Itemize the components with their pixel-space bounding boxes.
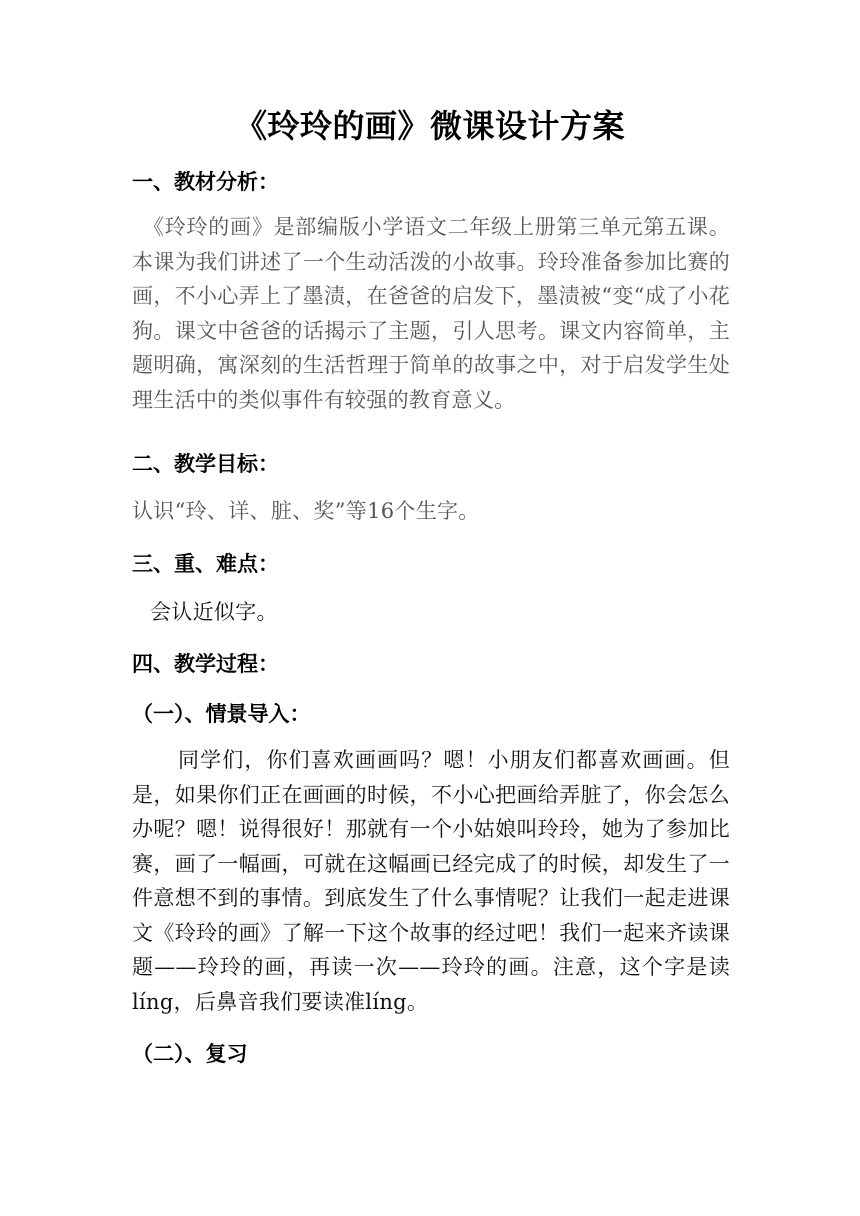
section-heading-key-points: 三、重、难点： (132, 552, 279, 576)
section-heading-goals: 二、教学目标： (132, 452, 279, 476)
subsection-text-intro: 同学们，你们喜欢画画吗？嗯！小朋友们都喜欢画画。但是，如果你们正在画画的时候，不小心把画给弄脏了，你会怎么办呢？嗯！说得很好！那就有一个小姑娘叫玲玲，她为了参加比赛，画了一幅画，可就在这幅画已经完成了的时候，却发生了一件意想不到的事情。到底发生了什么事情呢？让我们一起走进课文《玲玲的画》了解一下这个故事的经过吧！我们一起来齐读课题——玲玲的画，再读一次——玲玲的画。注意，这个字是读líng，后鼻音我们要读准líng。 (132, 748, 730, 1014)
document-title: 《玲玲的画》微课设计方案 (234, 107, 625, 145)
section-text-key-points: 会认近似字。 (150, 600, 278, 624)
section-heading-analysis: 一、教材分析： (132, 170, 279, 194)
section-heading-process: 四、教学过程： (132, 652, 279, 676)
section-text-goals: 认识“玲、详、脏、奖”等16个生字。 (132, 499, 480, 523)
subsection-heading-intro: （一）、情景导入： (132, 702, 311, 726)
section-text-analysis: 《玲玲的画》是部编版小学语文二年级上册第三单元第五课。本课为我们讲述了一个生动活泼的小故事。玲玲准备参加比赛的画，不小心弄上了墨渍，在爸爸的启发下，墨渍被“变“成了小花狗。课文中爸爸的话揭示了主题，引人思考。课文内容简单，主题明确，寓深刻的生活哲理于简单的故事之中，对于启发学生处理生活中的类似事件有较强的教育意义。 (132, 215, 730, 412)
subsection-heading-review: （二）、复习 (132, 1042, 248, 1066)
